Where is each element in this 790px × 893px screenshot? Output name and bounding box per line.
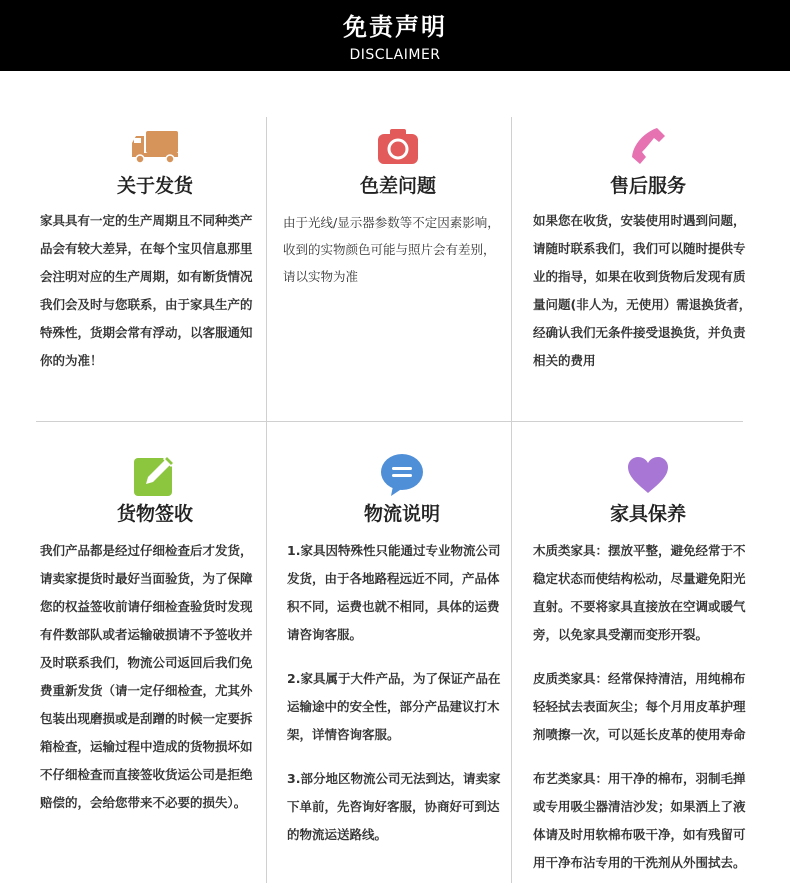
heart-icon [533, 453, 763, 497]
divider-horizontal [36, 421, 743, 422]
card-title: 家具保养 [609, 503, 686, 525]
card-paragraph: 1.家具因特殊性只能通过专业物流公司 发货，由于各地路程远近不同，产品体 积不同，运费也就不相同，具体的运费 请咨询客服。 [287, 543, 501, 642]
card-paragraph: 皮质类家具：经常保持清洁，用纯棉布 轻轻拭去表面灰尘；每个月用皮革护理 剂喷擦一次，可以延长皮革的使用寿命 [533, 671, 746, 742]
card-paragraph: 家具具有一定的生产周期且不同种类产 品会有较大差异，在每个宝贝信息那里 会注明对应的生产周期，如有断货情况 我们会及时与您联系，由于家具生产的 特殊性，货期会常有浮动，以客服通知 你的为准！ [40, 213, 253, 368]
card-paragraph: 3.部分地区物流公司无法到达，请卖家 下单前，先咨询好客服，协商好可到达 的物流运送路线。 [287, 771, 501, 842]
pencil-icon [40, 453, 270, 497]
truck-icon [40, 125, 270, 169]
card-paragraph: 由于光线/显示器参数等不定因素影响， 收到的实物颜色可能与照片会有差别， 请以实物为准 [283, 215, 500, 284]
chat-icon [287, 453, 517, 497]
page-title: 免责声明 [343, 13, 447, 41]
page-header [0, 0, 790, 71]
card-paragraph: 布艺类家具：用干净的棉布，羽制毛掸 或专用吸尘器清洁沙发；如果洒上了液 体请及时用软棉布吸干净，如有残留可 用干净布沾专用的干洗剂从外围拭去。 [533, 771, 746, 870]
camera-icon [283, 125, 513, 169]
card-title: 关于发货 [116, 175, 193, 197]
card-paragraph: 我们产品都是经过仔细检查后才发货， 请卖家提货时最好当面验货，为了保障 您的权益签收前请仔细检查验货时发现 有件数部队或者运输破损请不予签收并 及时联系我们，物流公司返回后我们免 费重新发货（请一定仔细检查，尤其外 包装出现磨损或是刮蹭的时候一定要拆 箱检查，运输过程中造成的货物损坏如 不仔细检查而直接签收货运公司是拒绝 赔偿的，会给您带来不必要的损失）。 [40, 543, 253, 810]
card-title: 色差问题 [359, 175, 436, 197]
card-paragraph: 如果您在收货，安装使用时遇到问题， 请随时联系我们，我们可以随时提供专 业的指导，如果在收到货物后发现有质 量问题(非人为，无使用）需退换货者， 经确认我们无条件接受退换货，并负责 相关的费用 [533, 213, 752, 368]
card-title: 售后服务 [609, 175, 686, 197]
phone-icon [533, 125, 763, 169]
page-subtitle: DISCLAIMER [349, 47, 441, 63]
card-title: 物流说明 [363, 503, 440, 525]
card-paragraph: 木质类家具：摆放平整，避免经常于不 稳定状态而使结构松动，尽量避免阳光 直射。不要将家具直接放在空调或暖气 旁，以免家具受潮而变形开裂。 [533, 543, 746, 642]
card-title: 货物签收 [116, 503, 193, 525]
card-paragraph: 2.家具属于大件产品，为了保证产品在 运输途中的安全性，部分产品建议打木 架，详情咨询客服。 [287, 671, 501, 742]
